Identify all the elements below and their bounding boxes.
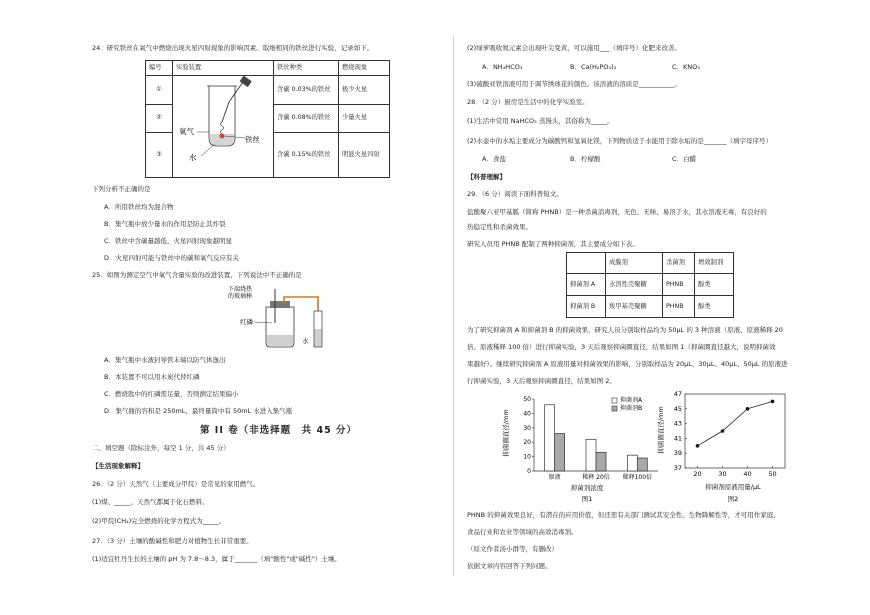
data-point xyxy=(746,407,750,411)
figure2-line-chart xyxy=(655,388,795,505)
y-tick-label: 45 xyxy=(673,404,682,413)
table-row xyxy=(567,296,734,318)
row-kind: 含碳 0.03%的铁丝 xyxy=(274,76,339,105)
q28-option-b: B．柠檬酸 xyxy=(570,155,601,163)
x-tick-label: 稀释100倍 xyxy=(622,474,653,481)
q24-header: 编号 xyxy=(146,61,173,76)
q24-option-b: B．集气瓶中放少量水的作用是防止其炸裂 xyxy=(104,220,226,228)
y-tick-label: 43 xyxy=(673,419,682,428)
q29-note: （原文作者汤小群等，有删改） xyxy=(467,545,558,553)
figure1-bar-chart xyxy=(500,393,670,505)
fill-section-title: 二、填空题（除标注外，每空 1 分，共 45 分） xyxy=(92,444,230,452)
series-line xyxy=(698,401,773,445)
science-section-title: 【科普理解】 xyxy=(467,173,506,181)
q27-stem: 27．（3 分）土壤的酸碱性和肥力对植物生长非常重要。 xyxy=(92,537,253,545)
q29-header: 增效制剂 xyxy=(695,253,734,274)
fig2-axes xyxy=(674,390,785,478)
table-cell: 醇类 xyxy=(695,296,734,318)
q26-stem: 26．（2 分）天然气（主要成分甲烷）是常见的家用燃气。 xyxy=(92,480,260,488)
q25-option-a: A．集气瓶中水液封导管末端以防气体逸出 xyxy=(104,356,226,364)
data-point xyxy=(771,400,775,404)
q24-stem: 24．研究铁丝在氧气中燃烧出现火星四射现象的影响因素。取细相同的铁丝进行实验，记录如下。 xyxy=(92,44,374,52)
q27-option-c: C．KNO₃ xyxy=(672,63,700,71)
q24-option-d: D．火星四射可能与铁丝中的碳和氧气反应有关 xyxy=(104,254,240,262)
table-cell: PHNB xyxy=(663,296,695,318)
q28-option-a: A．食盐 xyxy=(482,155,506,163)
column-divider xyxy=(453,36,454,576)
label-red-phosphorus: 红磷 xyxy=(240,318,253,326)
q29-para4: PHNB 的抑菌效果良好，有潜在的应用价值，但还需有关部门测试其安全性、生物降解性等，才可用作家庭、 xyxy=(467,511,780,519)
q24-option-c: C．铁丝中含碳量越低，火星四射现象越明显 xyxy=(104,237,233,245)
q28-option-c: C．白醋 xyxy=(672,155,697,163)
x-tick-label: 50 xyxy=(768,470,777,478)
fig2-line xyxy=(696,400,775,448)
q29-table xyxy=(566,252,734,318)
q24-header: 实验装置 xyxy=(173,61,274,76)
q24-header: 燃烧现象 xyxy=(339,61,390,76)
y-tick-label: 47 xyxy=(673,390,682,398)
iron-wire-apparatus-figure xyxy=(173,76,273,174)
q29-para4: 食品行业和农业等领域的高效消毒剂。 xyxy=(467,528,578,536)
bar-a xyxy=(627,455,637,471)
plot-frame xyxy=(685,394,785,468)
table-row xyxy=(146,76,390,105)
table-cell: 羧甲基壳聚糖 xyxy=(606,296,663,318)
x-tick-label: 20 xyxy=(693,470,702,478)
y-tick-label: 40 xyxy=(523,410,531,418)
q29-para3: 为了研究抑菌剂 A 和抑菌剂 B 的抑菌效果，研究人员分别取样品均为 50μL 的 3 种溶液（原液、原液稀释 20 xyxy=(467,326,783,334)
q27-line3: (3)硫酸亚铁溶液可用于调节绣球花的颜色。该溶液的溶质是___________。 xyxy=(467,80,681,88)
row-result: 明显火星四射 xyxy=(339,133,390,178)
label-water: 水 xyxy=(189,153,197,162)
fig2-ylabel: 抑菌圈直径/mm xyxy=(657,406,665,454)
q28-stem: 28．（2 分）厨房是生活中的化学实验室。 xyxy=(467,98,589,106)
q27-line1: (1)适宜牡丹生长的土壤的 pH 为 7.8～8.3，属于_______（填"酸性"或"碱性"）土壤。 xyxy=(92,555,341,563)
q26-line2: (2)甲烷(CH₄)完全燃烧的化学方程式为_____。 xyxy=(92,517,226,525)
oxygen-measurement-apparatus-figure xyxy=(220,285,340,350)
q29-para2: 研究人员用 PHNB 配制了两种抑菌剂，其主要成分如下表。 xyxy=(467,240,639,248)
x-tick-label: 30 xyxy=(718,470,727,478)
fig1-bars xyxy=(545,405,648,471)
bar-b xyxy=(637,458,647,471)
q24-header: 铁丝种类 xyxy=(274,61,339,76)
label-rod-line1: 下端烧热 xyxy=(228,286,253,293)
q24-prompt: 下列分析不正确的是 xyxy=(92,185,151,193)
apparatus-cell xyxy=(173,76,274,178)
row-kind: 含碳 0.08%的铁丝 xyxy=(274,104,339,133)
table-cell: 醇类 xyxy=(695,274,734,296)
label-oxygen: 氧气 xyxy=(179,127,194,136)
row-id: ③ xyxy=(146,133,173,178)
q28-line1: (1)生活中常用 NaHCO₃ 蒸馒头，其俗称为_____。 xyxy=(467,117,614,125)
label-iron-wire: 铁丝 xyxy=(245,135,260,144)
q29-para3: 行抑菌实验，3 天后观察抑菌圈直径，结果如图 2。 xyxy=(467,377,616,385)
table-cell: 抑菌剂 B xyxy=(567,296,606,318)
q28-line2: (2)水壶中的水垢主要成分为碳酸钙和氢氧化镁，下列物质适于水能用于除水垢的是_______（填字母序号） xyxy=(467,137,772,145)
y-tick-label: 39 xyxy=(673,449,682,458)
legend-swatch xyxy=(612,406,617,411)
q26-line1: (1)煤、_____、天然气都属于化石燃料。 xyxy=(92,498,209,506)
row-result: 极少火星 xyxy=(339,76,390,105)
legend-swatch xyxy=(612,398,617,403)
fig2-xlabel: 抑菌剂原液用量/μL xyxy=(705,483,761,491)
q25-option-c: C．燃烧匙中的红磷需足量，否则测定结果偏小 xyxy=(104,390,239,398)
legend-label: 抑菌剂B xyxy=(620,405,643,412)
q29-para3: 果越好）。继续研究抑菌剂 A 原液用量对抑菌效果的影响，分别取样品为 20μL、30μL、40μL、50μL 的原液进 xyxy=(467,360,788,368)
y-tick-label: 20 xyxy=(523,439,531,447)
y-tick-label: 37 xyxy=(673,464,682,472)
fig2-title: 图2 xyxy=(727,495,739,503)
q29-header: 成膜剂 xyxy=(606,253,663,274)
label-rod-line2: 的玻璃棒 xyxy=(228,293,253,300)
q29-ask: 依据文章内容回答下列问题。 xyxy=(467,562,552,570)
row-id: ① xyxy=(146,76,173,105)
legend-label: 抑菌剂A xyxy=(620,397,643,404)
y-tick-label: 10 xyxy=(523,453,531,461)
part2-title: 第 II 卷（非选择题 共 45 分） xyxy=(200,425,358,436)
y-tick-label: 41 xyxy=(673,434,682,443)
table-cell: 抑菌剂 A xyxy=(567,274,606,296)
fig1-ylabel: 抑菌圈直径/mm xyxy=(502,409,510,457)
row-result: 少量火星 xyxy=(339,104,390,133)
data-point xyxy=(721,429,725,433)
row-kind: 含碳 0.15%的铁丝 xyxy=(274,133,339,178)
q25-option-d: D．集气瓶的容积是 250mL，最终量筒中有 50mL 水进入集气瓶 xyxy=(104,407,293,415)
x-tick-label: 稀释 20倍 xyxy=(582,474,610,481)
q24-option-a: A．所用铁丝均为混合物 xyxy=(104,203,174,211)
fig1-title: 图1 xyxy=(581,495,593,503)
data-point xyxy=(696,444,700,448)
bar-a xyxy=(586,439,596,471)
y-tick-label: 30 xyxy=(523,424,531,432)
q27-option-b: B．Ca(H₂PO₄)₂ xyxy=(570,63,617,71)
x-tick-label: 原液 xyxy=(548,474,561,481)
life-section-title: 【生活现象解释】 xyxy=(92,462,144,470)
q25-stem: 25．如图为测定空气中氧气含量实验的改进装置，下列说法中不正确的是 xyxy=(92,271,302,279)
q27-line2: (2)绿萝吸收氮元素会出现叶尖变黄，可以施用___（填序号）化肥来改善。 xyxy=(467,44,681,52)
bar-a xyxy=(545,405,555,471)
q29-para1: 热稳定性和杀菌效果。 xyxy=(467,223,532,231)
table-row xyxy=(567,274,734,296)
bar-b xyxy=(596,452,606,471)
q29-para3: 倍、原液稀释 100 倍）进行抑菌实验，3 天后观察抑菌圈直径，结果如图 1（抑菌圈直径越大，说明抑菌效 xyxy=(467,343,776,351)
fig1-legend xyxy=(612,396,643,412)
q25-option-b: B．本装置不可以用木炭代替红磷 xyxy=(104,373,200,381)
q29-para1: 盐酸聚六亚甲基胍（简称 PHNB）是一种杀菌消毒剂，无色、无味、易溶于水，其水溶液无毒，有良好的 xyxy=(467,208,767,216)
y-tick-label: 0 xyxy=(527,468,531,475)
table-cell: 水溶性壳聚糖 xyxy=(606,274,663,296)
q29-header xyxy=(567,253,606,274)
bar-b xyxy=(555,434,565,471)
label-water: 水 xyxy=(302,337,309,345)
q24-table xyxy=(145,60,390,178)
x-tick-label: 40 xyxy=(743,470,752,478)
q29-header: 杀菌剂 xyxy=(663,253,695,274)
fig1-xlabel: 抑菌剂浓度 xyxy=(570,484,604,492)
q27-option-a: A．NH₄HCO₃ xyxy=(482,63,523,71)
row-id: ② xyxy=(146,104,173,133)
y-tick-label: 50 xyxy=(523,396,531,403)
q29-stem: 29．（6 分）阅读下面科普短文。 xyxy=(467,190,563,198)
table-cell: PHNB xyxy=(663,274,695,296)
